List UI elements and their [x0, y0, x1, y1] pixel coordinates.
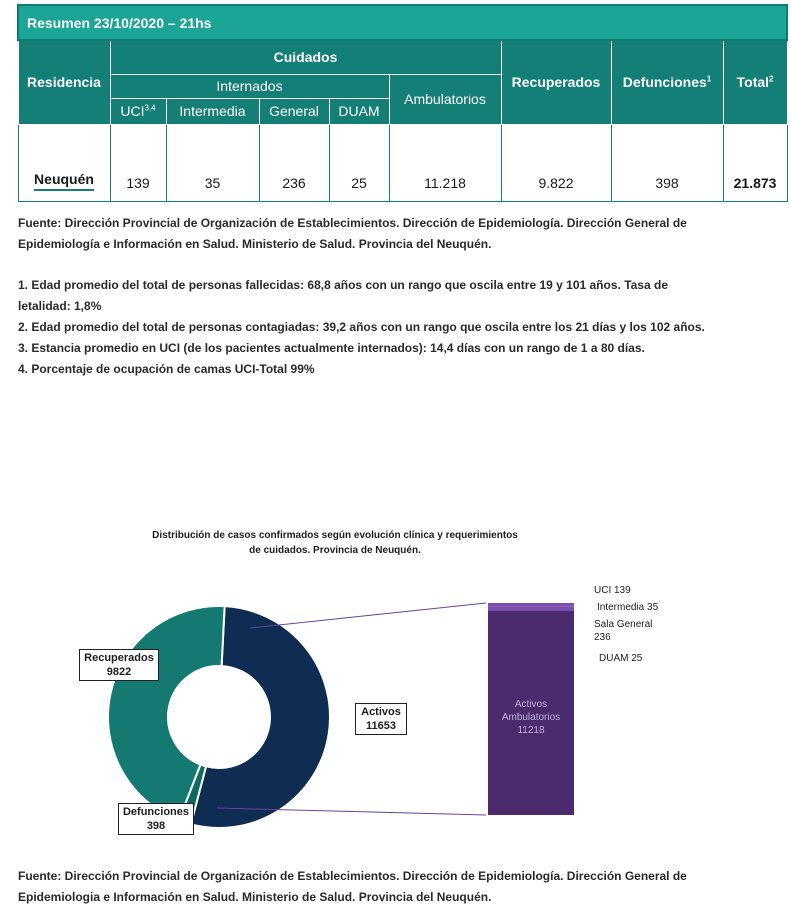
bar-label-line1: Activos — [514, 699, 548, 710]
connector-line-top — [250, 603, 486, 628]
donut-chart — [108, 606, 330, 828]
label-defunciones-value: 398 — [146, 820, 166, 832]
cell-general: 236 — [259, 124, 329, 201]
label-activos — [355, 703, 407, 735]
cell-defunciones: 398 — [611, 124, 723, 201]
note-3: 3. Estancia promedio en UCI (de los pacientes actualmente internados): 14,4 días con un rango de 1 a 80 días. — [18, 341, 645, 355]
breakdown-label-duam: DUAM 25 — [599, 653, 643, 664]
label-defunciones — [118, 803, 194, 835]
header-total: Total$^2$ — [723, 40, 787, 124]
table-row — [18, 124, 787, 201]
chart-title: Distribución de casos confirmados según evolución clínica y requerimientos de cuidados. Provincia de Neuquén. — [152, 530, 518, 556]
cell-recuperados: 9.822 — [501, 124, 611, 201]
cell-uci: 139 — [110, 124, 166, 201]
cell-intermedia: 35 — [166, 124, 259, 201]
header-defunciones: Defunciones$^1$ — [611, 40, 723, 124]
breakdown-label-intermedia: Intermedia 35 — [597, 602, 659, 613]
cell-duam: 25 — [329, 124, 389, 201]
note-1: 1. Edad promedio del total de personas fallecidas: 68,8 años con un rango que oscila entre 19 y 101 años. Tasa de letalidad: 1,8% — [18, 278, 668, 313]
source-text-bottom: Fuente: Dirección Provincial de Organización de Establecimientos. Dirección de Epidemiología. Dirección General de Epidemiologia e Información en Salud. Ministerio de Salud. Provincia del Neuquén. — [18, 869, 687, 904]
label-activos-name: Activos — [361, 706, 401, 718]
header-uci: UCI$^{3,4}$ — [110, 98, 166, 124]
table-title: Resumen 23/10/2020 – 21hs — [18, 5, 787, 40]
header-internados: Internados — [110, 74, 389, 98]
notes-list — [18, 275, 718, 380]
cell-total: 21.873 — [723, 124, 787, 201]
label-recuperados-name: Recuperados — [84, 652, 154, 664]
note-4: 4. Porcentaje de ocupación de camas UCI-Total 99% — [18, 362, 315, 376]
bar-label-line3: 11218 — [517, 725, 545, 736]
bar-label-line2: Ambulatorios — [501, 712, 561, 723]
breakdown-label-sala-general-value: 236 — [594, 632, 611, 643]
bar-segment-intermedia — [488, 606, 574, 607]
header-duam: DUAM — [329, 98, 389, 124]
breakdown-label-sala-general — [594, 618, 652, 644]
note-2: 2. Edad promedio del total de personas contagiadas: 39,2 años con un rango que oscila entre los 21 días y los 102 años. — [18, 320, 705, 334]
header-residencia: Residencia — [18, 40, 110, 124]
header-ambulatorios: Ambulatorios — [389, 74, 501, 124]
label-defunciones-name: Defunciones — [122, 806, 189, 818]
label-recuperados — [79, 649, 159, 681]
header-general: General — [259, 98, 329, 124]
summary-table — [17, 4, 788, 202]
header-cuidados: Cuidados — [110, 40, 501, 74]
cell-ambulatorios: 11.218 — [389, 124, 501, 201]
header-intermedia: Intermedia — [166, 98, 259, 124]
bar-segment-sala-general — [488, 606, 574, 610]
header-recuperados: Recuperados — [501, 40, 611, 124]
label-recuperados-value: 9822 — [106, 666, 132, 678]
label-activos-value: 11653 — [366, 720, 396, 732]
breakdown-label-uci: UCI 139 — [594, 585, 631, 596]
source-text-top: Fuente: Dirección Provincial de Organización de Establecimientos. Dirección de Epidemiología. Dirección General de Epidemiología e Información en Salud. Ministerio de Salud. Provincia del Neuquén. — [18, 216, 687, 251]
bar-segment-uci — [488, 603, 574, 606]
cell-residencia: Neuquén — [18, 124, 110, 201]
breakdown-label-sala-general-name: Sala General — [594, 619, 653, 630]
